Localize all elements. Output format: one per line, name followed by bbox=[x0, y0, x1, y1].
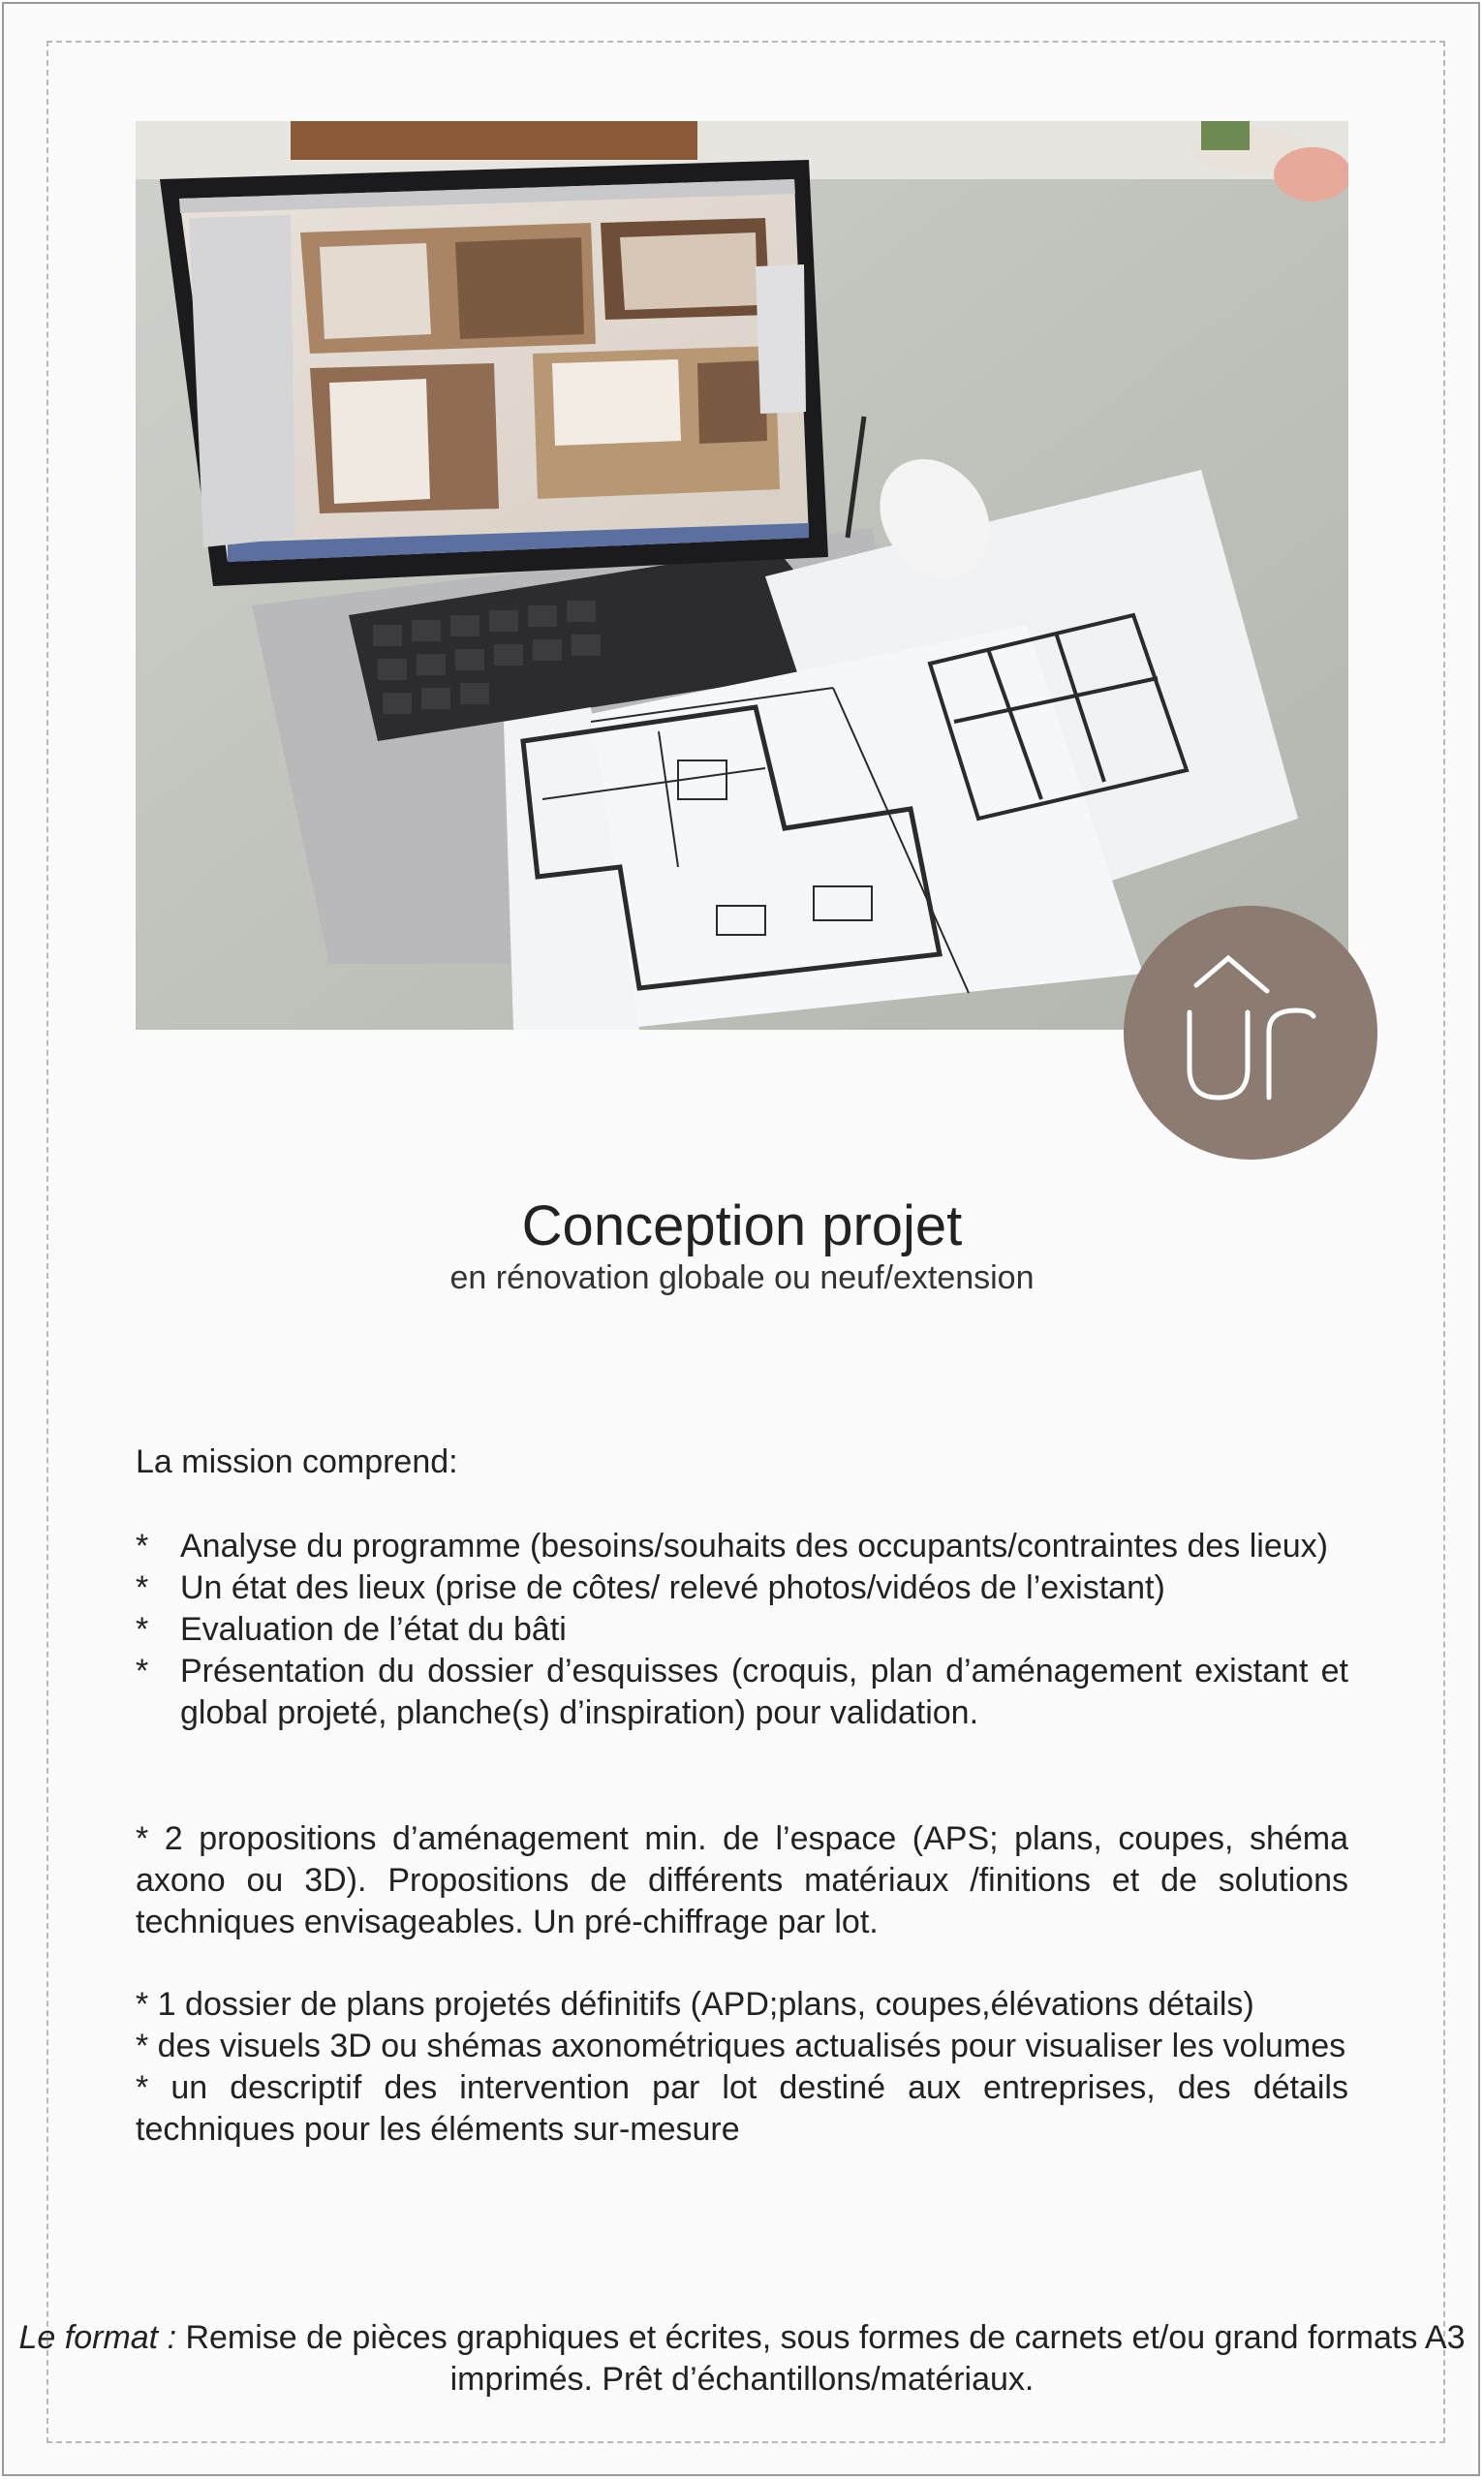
mission-intro: La mission comprend: bbox=[136, 1443, 458, 1480]
mission-list bbox=[136, 1526, 1348, 1734]
format-label: Le format : bbox=[18, 2319, 177, 2356]
deliverable-line: * un descriptif des intervention par lot destiné aux entreprises, des détails techniques pour les éléments sur-mesure bbox=[136, 2069, 1348, 2148]
format-note bbox=[0, 2317, 1484, 2401]
laptop-plans-illustration bbox=[136, 121, 1348, 1030]
list-item: * Analyse du programme (besoins/souhaits des occupants/contraintes des lieux) bbox=[136, 1526, 1348, 1567]
ur-logo-mark bbox=[1124, 906, 1377, 1160]
deliverable-line: * 1 dossier de plans projetés définitifs (APD;plans, coupes,élévations détails) bbox=[136, 1986, 1254, 2023]
brand-logo bbox=[1124, 906, 1377, 1160]
deliverables-paragraph bbox=[136, 1984, 1348, 2151]
proposals-paragraph: * 2 propositions d’aménagement min. de l’espace (APS; plans, coupes, shéma axono ou 3D). Propositions de différents matériaux /finitions et de solutions techniques envisageables. Un pré-chiffrage par lot. bbox=[136, 1820, 1348, 1940]
list-item: * Evaluation de l’état du bâti bbox=[136, 1609, 1348, 1651]
project-photo bbox=[136, 121, 1348, 1030]
format-text: Remise de pièces graphiques et écrites, sous formes de carnets et/ou grand formats A3 imprimés. Prêt d’échantillons/matériaux. bbox=[176, 2319, 1466, 2398]
page-title: Conception projet bbox=[521, 1194, 963, 1257]
deliverable-line: * des visuels 3D ou shémas axonométriques actualisés pour visualiser les volumes bbox=[136, 2028, 1346, 2064]
page-subtitle: en rénovation globale ou neuf/extension bbox=[449, 1259, 1035, 1296]
list-item: * Un état des lieux (prise de côtes/ relevé photos/vidéos de l’existant) bbox=[136, 1567, 1348, 1609]
list-item: * Présentation du dossier d’esquisses (croquis, plan d’aménagement existant et global projeté, planche(s) d’inspiration) pour validation. bbox=[136, 1651, 1348, 1734]
